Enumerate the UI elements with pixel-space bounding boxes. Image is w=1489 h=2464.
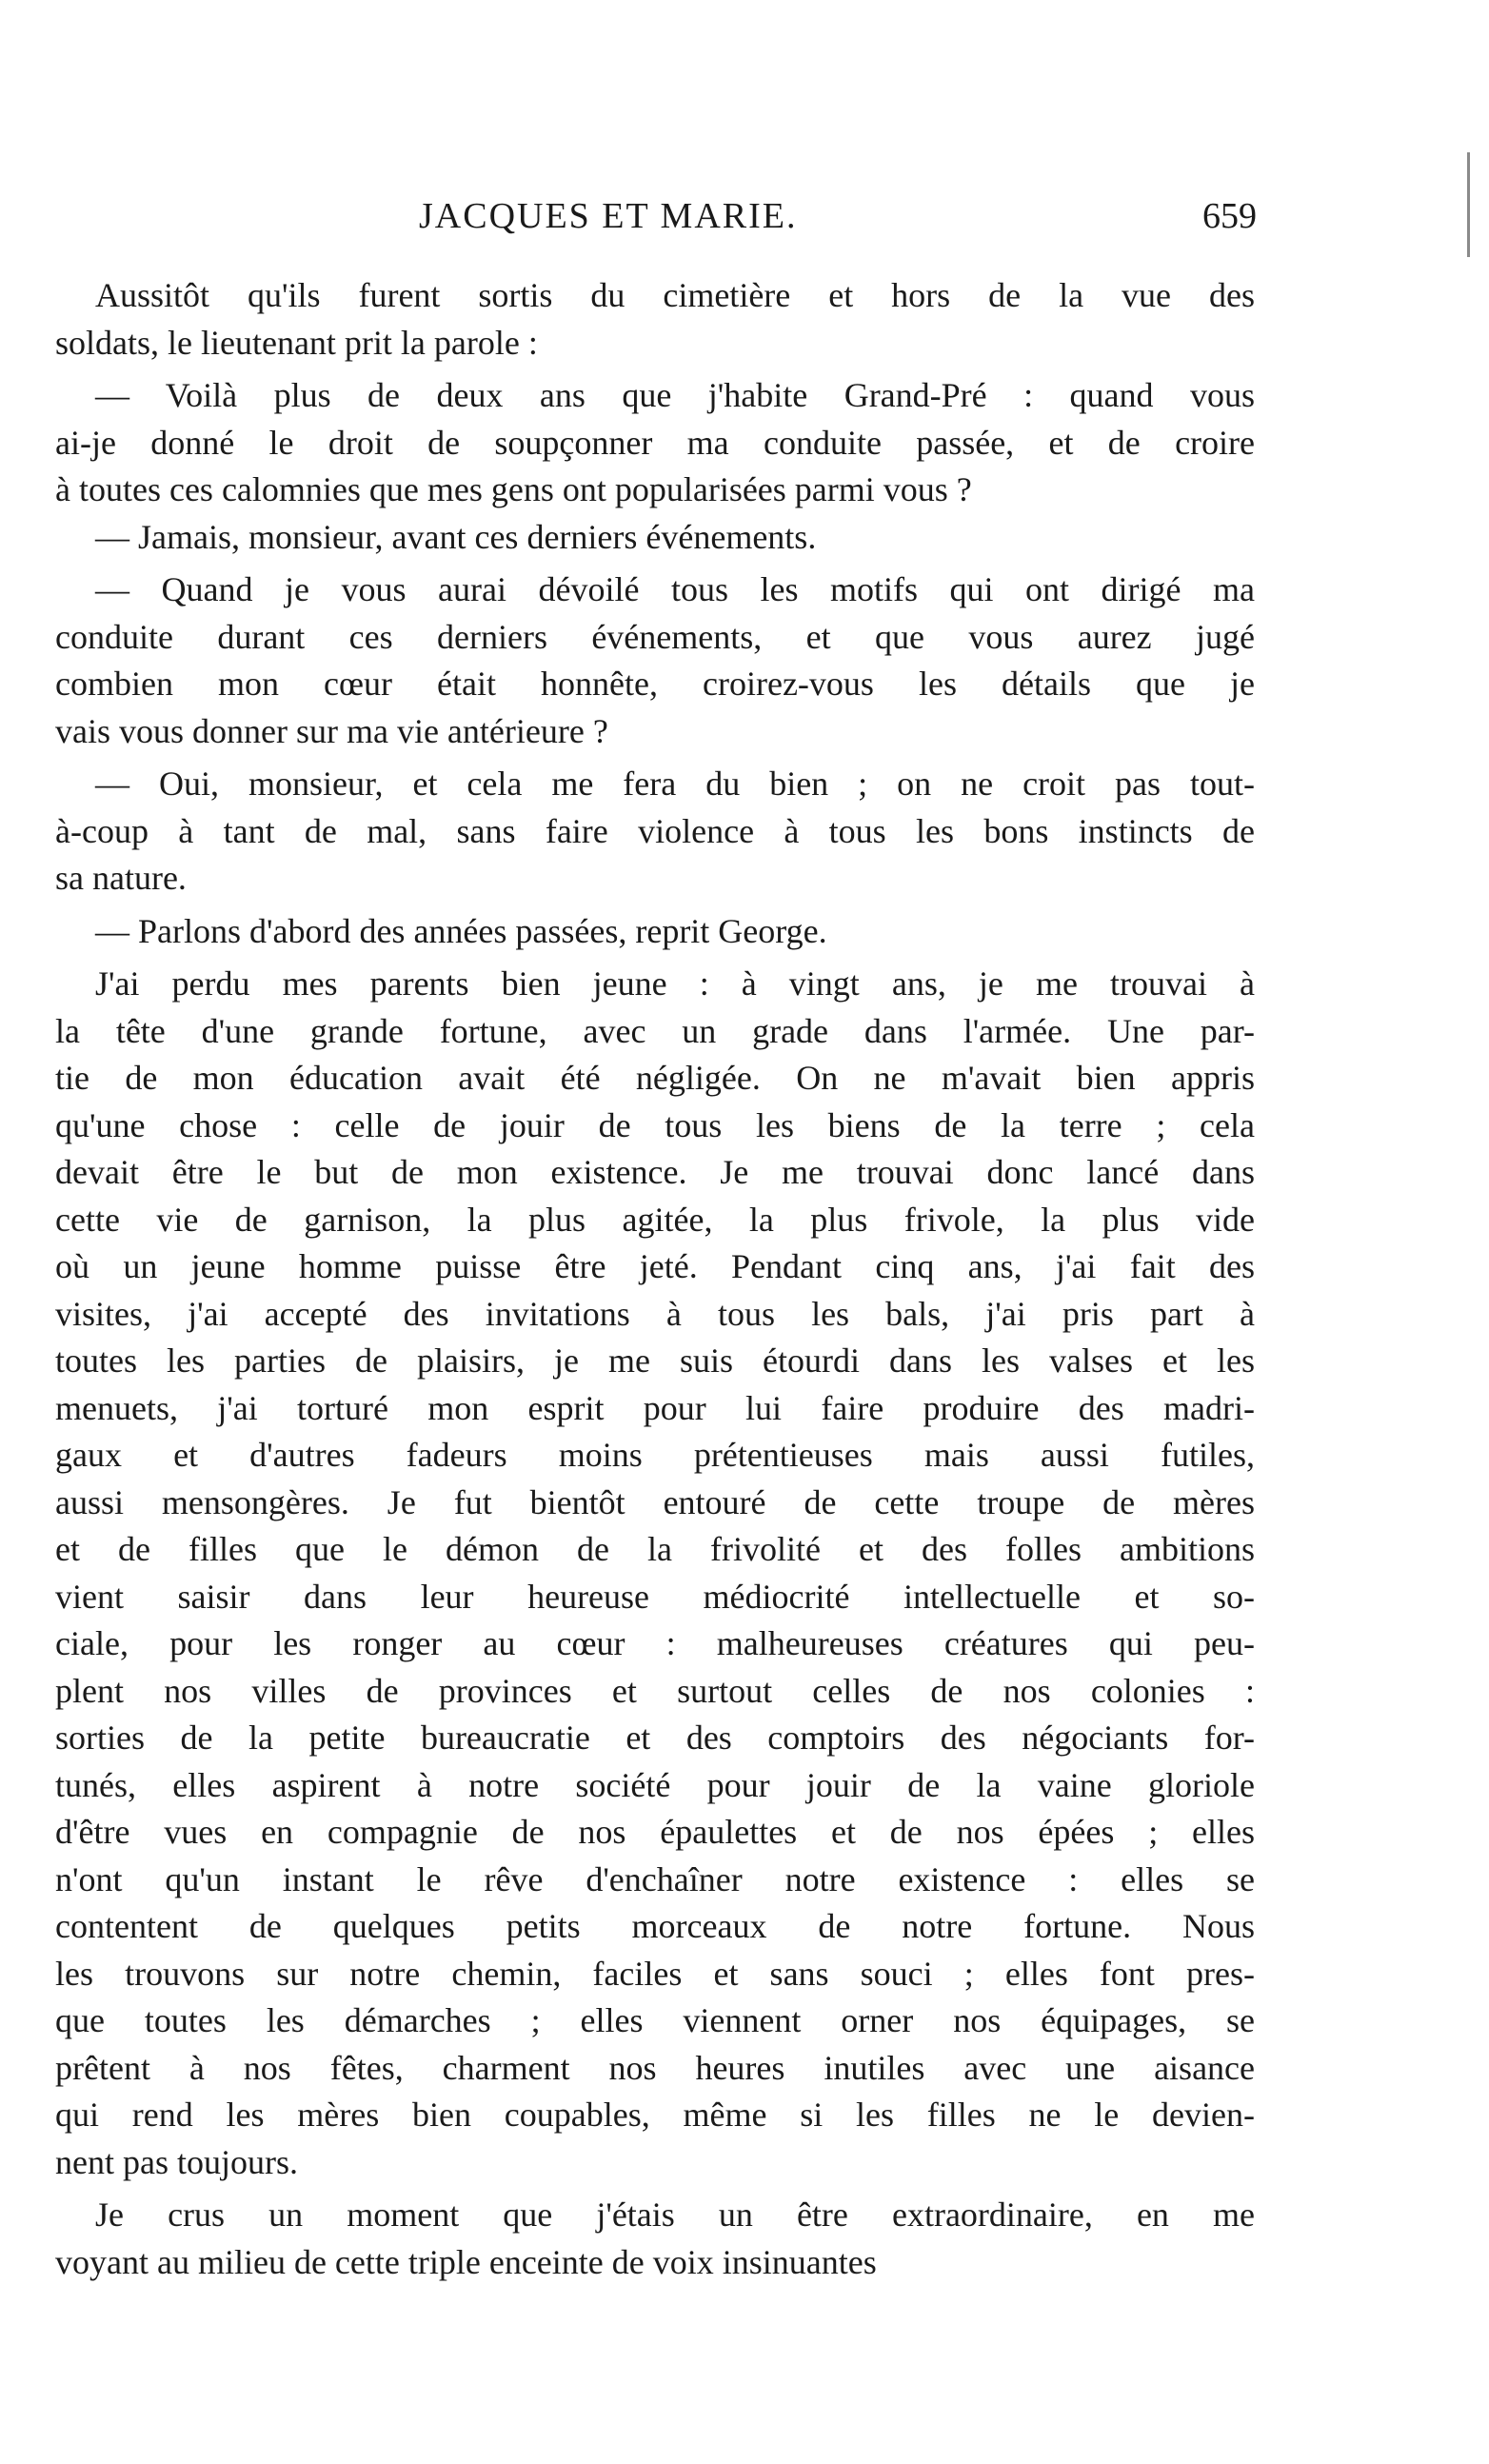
text-line: prêtent à nos fêtes, charment nos heures inutiles avec une aisance [55, 2048, 1255, 2087]
text-line: toutes les parties de plaisirs, je me suis étourdi dans les valses et les [55, 1341, 1255, 1380]
text-line: ai-je donné le droit de soupçonner ma conduite passée, et de croire [55, 423, 1255, 462]
text-line: J'ai perdu mes parents bien jeune : à vingt ans, je me trouvai à [95, 964, 1255, 1003]
text-line: gaux et d'autres fadeurs moins prétentieuses mais aussi futiles, [55, 1436, 1255, 1474]
text-line: qui rend les mères bien coupables, même si les filles ne le devien- [55, 2096, 1255, 2134]
text-line: les trouvons sur notre chemin, faciles et sans souci ; elles font pres- [55, 1954, 1255, 1993]
body-text [55, 272, 1255, 2286]
page-number: 659 [1202, 196, 1257, 236]
text-line: vient saisir dans leur heureuse médiocrité intellectuelle et so- [55, 1577, 1255, 1616]
text-line: combien mon cœur était honnête, croirez-vous les détails que je [55, 665, 1255, 703]
text-line: contentent de quelques petits morceaux de notre fortune. Nous [55, 1907, 1255, 1945]
text-line: tunés, elles aspirent à notre société pour jouir de la vaine gloriole [55, 1765, 1255, 1804]
text-line: Aussitôt qu'ils furent sortis du cimetière et hors de la vue des [95, 276, 1255, 314]
text-line: plent nos villes de provinces et surtout celles de nos colonies : [55, 1671, 1255, 1710]
paragraph [55, 372, 1255, 514]
text-line: visites, j'ai accepté des invitations à tous les bals, j'ai pris part à [55, 1294, 1255, 1333]
text-line: vais vous donner sur ma vie antérieure ? [55, 711, 608, 750]
text-line: conduite durant ces derniers événements, et que vous aurez jugé [55, 617, 1255, 656]
paragraph [55, 2192, 1255, 2286]
running-title: JACQUES ET MARIE. [419, 196, 798, 236]
text-line: aussi mensongères. Je fut bientôt entouré de cette troupe de mères [55, 1482, 1255, 1521]
text-line: à toutes ces calomnies que mes gens ont popularisées parmi vous ? [55, 470, 972, 508]
text-line: et de filles que le démon de la frivolité et des folles ambitions [55, 1530, 1255, 1568]
text-line: n'ont qu'un instant le rêve d'enchaîner notre existence : elles se [55, 1859, 1255, 1898]
paragraph [55, 272, 1255, 367]
text-line: — Parlons d'abord des années passées, reprit George. [95, 911, 827, 950]
text-line: nent pas toujours. [55, 2142, 298, 2181]
running-header [57, 195, 1257, 252]
text-line: — Oui, monsieur, et cela me fera du bien ; on ne croit pas tout- [95, 765, 1255, 803]
text-line: sa nature. [55, 859, 187, 897]
text-line: qu'une chose : celle de jouir de tous les biens de la terre ; cela [55, 1105, 1255, 1144]
margin-rule [1467, 152, 1470, 257]
text-line: Je crus un moment que j'étais un être extraordinaire, en me [95, 2196, 1255, 2234]
text-line: cette vie de garnison, la plus agitée, la plus frivole, la plus vide [55, 1200, 1255, 1239]
text-line: devait être le but de mon existence. Je me trouvai donc lancé dans [55, 1153, 1255, 1191]
text-line: d'être vues en compagnie de nos épaulettes et de nos épées ; elles [55, 1813, 1255, 1851]
paragraph [55, 761, 1255, 903]
text-line: à-coup à tant de mal, sans faire violence à tous les bons instincts de [55, 811, 1255, 850]
text-line: menuets, j'ai torturé mon esprit pour lui faire produire des madri- [55, 1388, 1255, 1427]
text-line: — Voilà plus de deux ans que j'habite Grand-Pré : quand vous [95, 376, 1255, 414]
text-line: ciale, pour les ronger au cœur : malheureuses créatures qui peu- [55, 1624, 1255, 1662]
paragraph [55, 961, 1255, 2186]
text-line: — Quand je vous aurai dévoilé tous les motifs qui ont dirigé ma [95, 570, 1255, 608]
text-line: — Jamais, monsieur, avant ces derniers événements. [95, 517, 817, 556]
text-line: la tête d'une grande fortune, avec un grade dans l'armée. Une par- [55, 1011, 1255, 1050]
text-line: sorties de la petite bureaucratie et des comptoirs des négociants for- [55, 1719, 1255, 1757]
paragraph [55, 908, 1255, 956]
text-line: tie de mon éducation avait été négligée. On ne m'avait bien appris [55, 1059, 1255, 1097]
text-line: soldats, le lieutenant prit la parole : [55, 323, 538, 362]
text-line: où un jeune homme puisse être jeté. Pendant cinq ans, j'ai fait des [55, 1247, 1255, 1285]
paragraph [55, 514, 1255, 562]
text-line: voyant au milieu de cette triple enceinte de voix insinuantes [55, 2242, 877, 2281]
paragraph [55, 566, 1255, 755]
text-line: que toutes les démarches ; elles viennent orner nos équipages, se [55, 2001, 1255, 2039]
